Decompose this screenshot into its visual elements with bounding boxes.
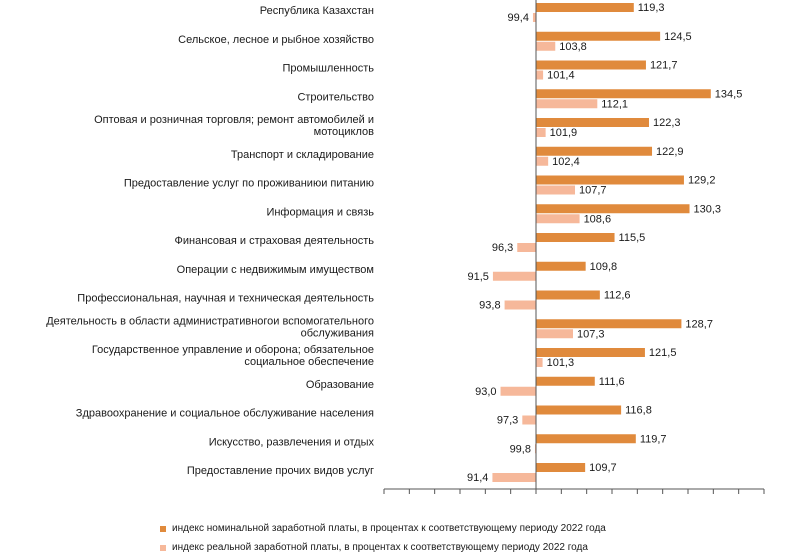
category-label bbox=[94, 114, 374, 138]
category-label-line: Государственное управление и оборона; обязательное bbox=[91, 344, 374, 356]
legend-swatch-nominal bbox=[160, 526, 166, 532]
category-label-line: Республика Казахстан bbox=[259, 5, 374, 17]
category-label bbox=[46, 315, 374, 339]
value-label-real: 101,4 bbox=[547, 69, 575, 82]
category-label-line: Промышленность bbox=[282, 62, 374, 75]
value-label-nominal: 121,7 bbox=[649, 59, 678, 72]
category-label-line: Предоставление прочих видов услуг bbox=[186, 465, 374, 477]
value-label-nominal: 115,5 bbox=[618, 232, 646, 244]
category-label-line: Информация и связь bbox=[266, 206, 374, 219]
value-label-real: 102,4 bbox=[552, 155, 580, 168]
value-label-real: 97,3 bbox=[496, 414, 519, 427]
value-label-real: 93,8 bbox=[479, 299, 501, 312]
category-label-line: Профессиональная, научная и техническая деятельность bbox=[77, 292, 374, 305]
value-label-real: 99,8 bbox=[509, 443, 531, 456]
bar-real bbox=[536, 214, 580, 223]
bar-nominal bbox=[536, 406, 621, 415]
value-label-real: 99,4 bbox=[507, 12, 529, 24]
legend-item-nominal bbox=[160, 523, 606, 534]
value-label-nominal: 122,3 bbox=[652, 117, 681, 129]
bar-nominal bbox=[536, 89, 711, 98]
category-label bbox=[76, 408, 374, 420]
category-label-line: социальное обеспечение bbox=[244, 356, 374, 368]
category-label-line: Деятельность в области административногои вспомогательного bbox=[46, 315, 374, 328]
category-label-line: мотоциклов bbox=[313, 126, 374, 138]
value-label-real: 108,6 bbox=[583, 213, 612, 226]
bar-nominal bbox=[536, 118, 649, 127]
value-label-real: 107,3 bbox=[576, 328, 605, 341]
category-label bbox=[306, 379, 374, 391]
category-label bbox=[282, 63, 374, 75]
value-label-nominal: 112,6 bbox=[603, 289, 631, 302]
bar-nominal bbox=[536, 319, 681, 328]
value-label-nominal: 119,3 bbox=[637, 2, 665, 14]
value-label-nominal: 134,5 bbox=[714, 88, 743, 101]
value-label-nominal: 130,3 bbox=[693, 203, 722, 216]
bar-real bbox=[492, 473, 536, 482]
category-label bbox=[77, 293, 374, 305]
category-label-line: Образование bbox=[305, 378, 374, 391]
value-label-real: 91,5 bbox=[467, 270, 489, 283]
bar-real bbox=[536, 99, 597, 108]
bar-nominal bbox=[536, 291, 600, 300]
value-label-real: 101,9 bbox=[549, 127, 578, 139]
category-label bbox=[260, 5, 374, 17]
bar-nominal bbox=[536, 348, 645, 357]
legend-item-real bbox=[160, 542, 588, 553]
bar-real bbox=[517, 243, 536, 252]
value-label-nominal: 128,7 bbox=[685, 318, 713, 331]
bar-nominal bbox=[536, 61, 646, 70]
bar-nominal bbox=[536, 3, 634, 12]
bar-nominal bbox=[536, 262, 586, 271]
bar-nominal bbox=[536, 377, 595, 386]
bar-real bbox=[501, 387, 536, 396]
bar-nominal bbox=[536, 204, 690, 213]
value-label-nominal: 109,7 bbox=[589, 462, 617, 474]
category-label bbox=[209, 436, 375, 448]
category-label bbox=[124, 178, 374, 190]
value-label-real: 103,8 bbox=[559, 40, 587, 53]
value-label-real: 101,3 bbox=[546, 357, 575, 369]
value-label-real: 96,3 bbox=[491, 242, 514, 254]
chart-bars bbox=[492, 3, 710, 482]
value-label-real: 93,0 bbox=[475, 385, 497, 398]
value-label-real: 107,7 bbox=[579, 184, 607, 197]
category-label-line: Транспорт и складирование bbox=[230, 148, 374, 161]
value-label-nominal: 111,6 bbox=[598, 375, 625, 388]
value-label-nominal: 116,8 bbox=[625, 404, 652, 417]
legend-label-real: индекс реальной заработной платы, в процентах к соответствующему периоду 2022 года bbox=[172, 542, 588, 553]
category-label bbox=[92, 344, 374, 368]
bar-nominal bbox=[536, 233, 615, 242]
bar-real bbox=[536, 358, 543, 367]
value-label-nominal: 129,2 bbox=[687, 174, 716, 187]
category-label-line: Предоставление услуг по проживаниюи питанию bbox=[123, 177, 374, 190]
bar-real bbox=[536, 329, 573, 338]
bar-real bbox=[536, 186, 575, 195]
value-label-nominal: 124,5 bbox=[664, 30, 692, 43]
category-label bbox=[231, 149, 374, 161]
bar-real bbox=[536, 128, 546, 137]
category-label bbox=[187, 465, 374, 477]
bar-nominal bbox=[536, 147, 652, 156]
category-label bbox=[297, 91, 374, 103]
bar-real bbox=[536, 42, 555, 51]
bar-nominal bbox=[536, 463, 585, 472]
category-label-line: Строительство bbox=[297, 91, 374, 104]
bar-real bbox=[536, 71, 543, 80]
value-label-nominal: 119,7 bbox=[639, 433, 667, 446]
category-label bbox=[177, 264, 374, 276]
value-label-nominal: 109,8 bbox=[589, 260, 618, 273]
category-label-line: Оптовая и розничная торговля; ремонт автомобилей и bbox=[94, 114, 374, 126]
bar-nominal bbox=[536, 176, 684, 185]
category-label-line: обслуживания bbox=[300, 327, 374, 340]
legend-swatch-real bbox=[160, 545, 166, 551]
category-label bbox=[175, 235, 375, 247]
value-label-nominal: 122,9 bbox=[656, 145, 684, 158]
bar-real bbox=[505, 301, 536, 310]
bar-nominal bbox=[536, 32, 660, 41]
value-label-real: 91,4 bbox=[467, 472, 489, 484]
bar-real bbox=[493, 272, 536, 281]
category-label-line: Финансовая и страховая деятельность bbox=[174, 235, 374, 247]
value-label-real: 112,1 bbox=[601, 98, 629, 111]
category-label bbox=[178, 34, 374, 46]
category-label-line: Искусство, развлечения и отдых bbox=[208, 436, 374, 449]
category-label-line: Здравоохранение и социальное обслуживание населения bbox=[75, 407, 374, 420]
bar-nominal bbox=[536, 434, 636, 443]
category-label-line: Операции с недвижимым имуществом bbox=[176, 263, 374, 276]
category-label bbox=[266, 206, 374, 218]
value-label-nominal: 121,5 bbox=[648, 347, 677, 359]
chart-labels bbox=[46, 2, 742, 484]
legend-label-nominal: индекс номинальной заработной платы, в процентах к соответствующему периоду 2022 года bbox=[172, 523, 606, 534]
category-label-line: Сельское, лесное и рыбное хозяйство bbox=[178, 33, 374, 46]
bar-real bbox=[522, 416, 536, 425]
bar-real bbox=[536, 157, 548, 166]
